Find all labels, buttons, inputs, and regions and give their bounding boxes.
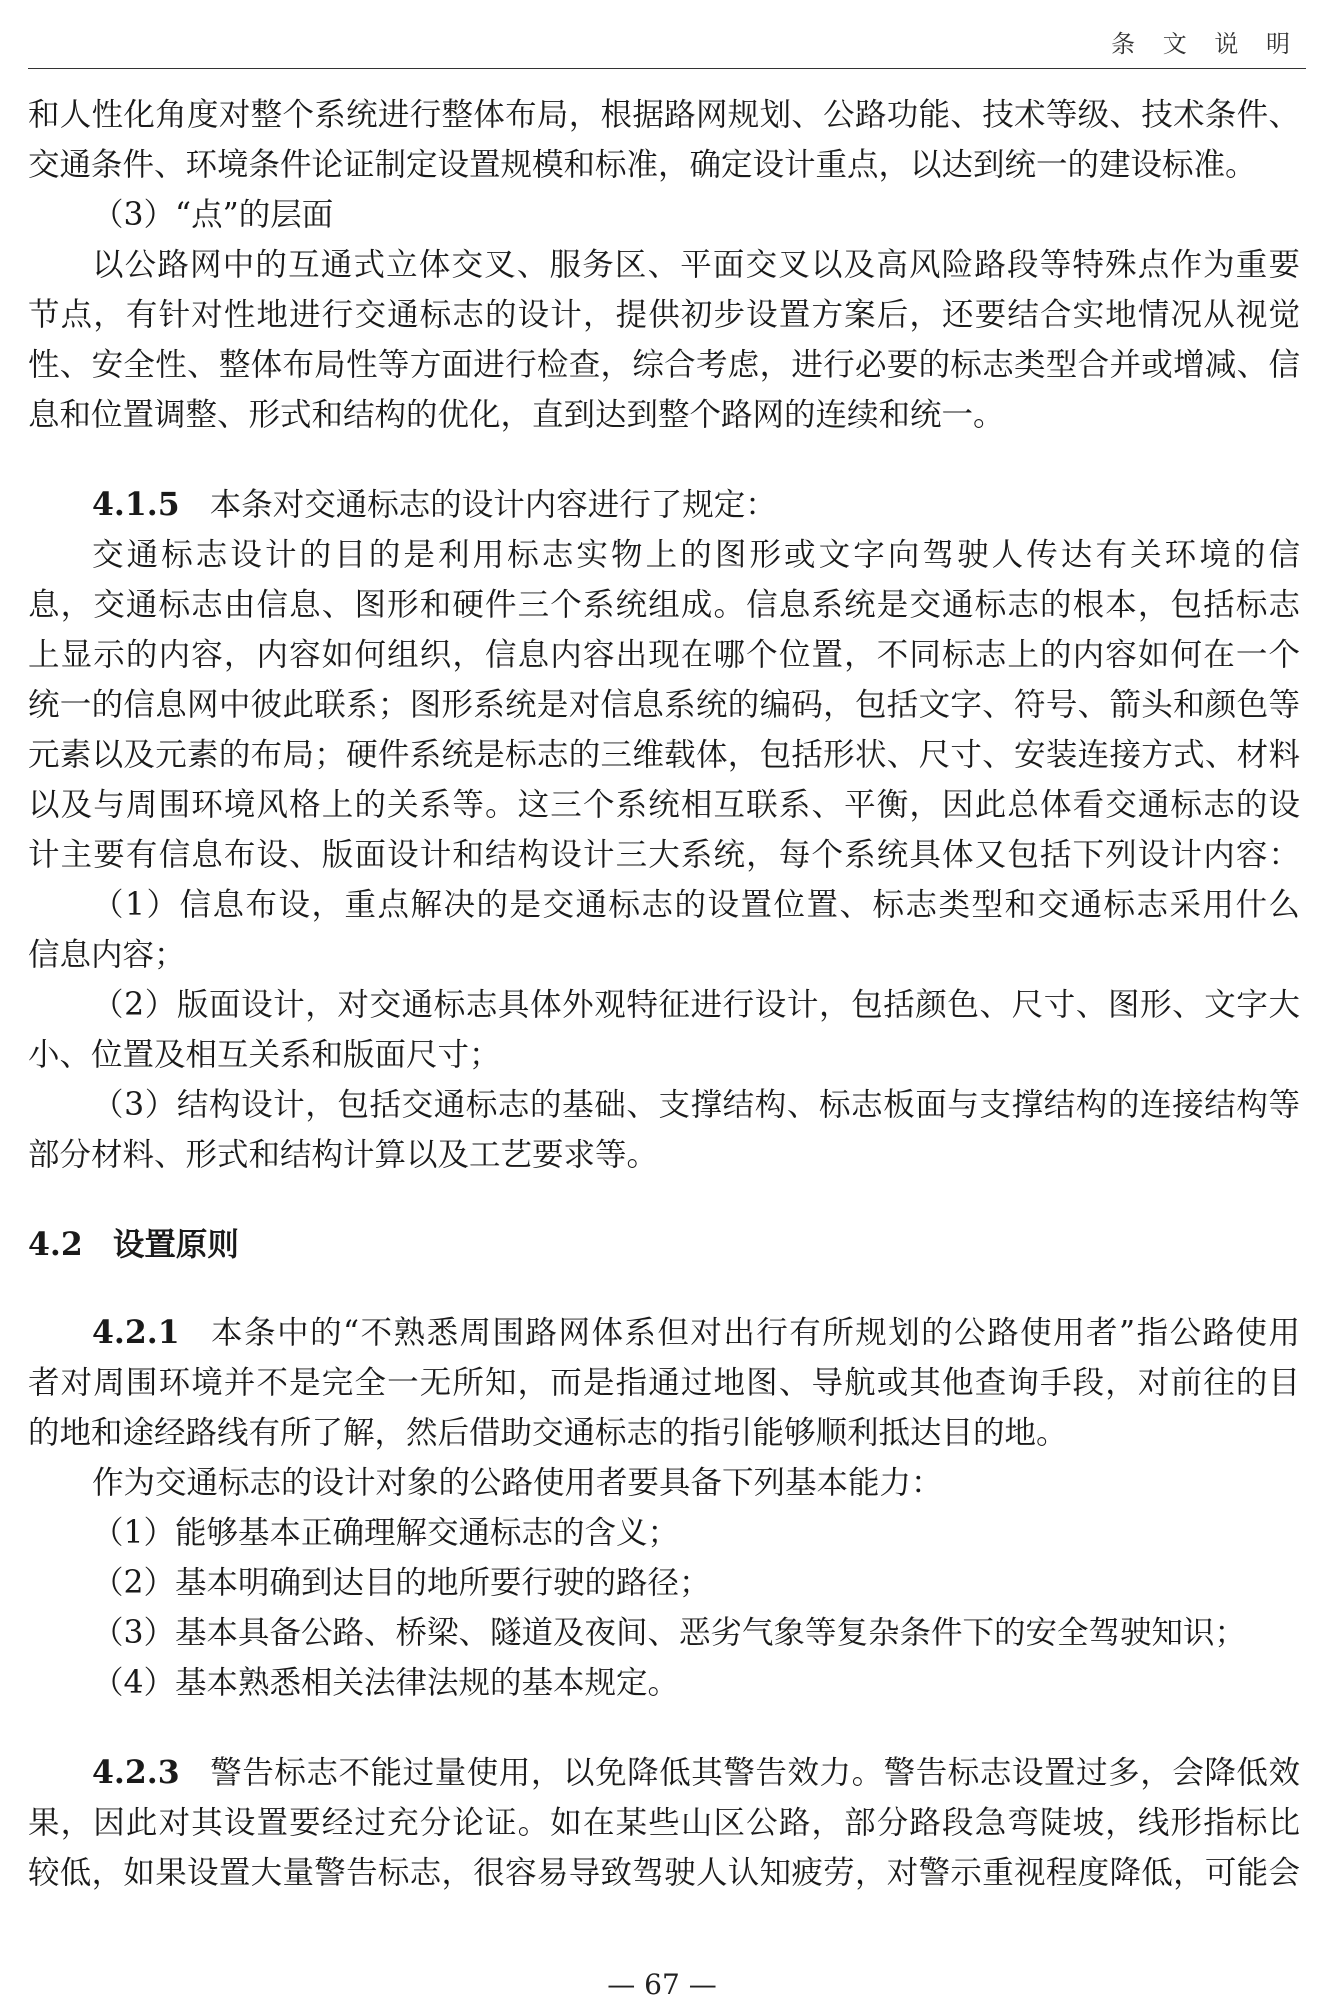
subheading-point-level: （3）“点”的层面	[92, 197, 334, 233]
clause-4-2-1-first-line	[28, 1308, 1300, 1358]
body-line: 节点，有针对性地进行交通标志的设计，提供初步设置方案后，还要结合实地情况从视觉	[28, 297, 1300, 333]
clause-number: 4.1.5	[92, 486, 180, 523]
clause-4-1-5-heading	[28, 480, 1300, 530]
list-item: （1）能够基本正确理解交通标志的含义；	[92, 1515, 680, 1551]
body-line: 上显示的内容，内容如何组织，信息内容出现在哪个位置，不同标志上的内容如何在一个	[28, 637, 1300, 673]
list-item: （4）基本熟悉相关法律法规的基本规定。	[92, 1665, 680, 1701]
body-line: 统一的信息网中彼此联系；图形系统是对信息系统的编码，包括文字、符号、箭头和颜色等	[28, 687, 1300, 723]
header-rule	[28, 68, 1306, 69]
body-line: 交通条件、环境条件论证制定设置规模和标准，确定设计重点，以达到统一的建设标准。	[28, 147, 1257, 183]
body-line: 性、安全性、整体布局性等方面进行检查，综合考虑，进行必要的标志类型合并或增减、信	[28, 347, 1300, 383]
list-item: （3）结构设计，包括交通标志的基础、支撑结构、标志板面与支撑结构的连接结构等	[92, 1087, 1300, 1123]
running-header: 条 文 说 明	[1111, 30, 1300, 58]
list-item-continuation: 部分材料、形式和结构计算以及工艺要求等。	[28, 1137, 659, 1173]
body-line: 交通标志设计的目的是利用标志实物上的图形或文字向驾驶人传达有关环境的信	[92, 537, 1300, 573]
section-title: 设置原则	[112, 1226, 239, 1263]
body-line: 的地和途经路线有所了解，然后借助交通标志的指引能够顺利抵达目的地。	[28, 1415, 1068, 1451]
body-line: 作为交通标志的设计对象的公路使用者要具备下列基本能力：	[92, 1465, 943, 1501]
clause-number: 4.2.1	[92, 1314, 180, 1351]
clause-text: 警告标志不能过量使用，以免降低其警告效力。警告标志设置过多，会降低效	[209, 1755, 1300, 1791]
body-line: 以及与周围环境风格上的关系等。这三个系统相互联系、平衡，因此总体看交通标志的设	[28, 787, 1300, 823]
body-line: 息，交通标志由信息、图形和硬件三个系统组成。信息系统是交通标志的根本，包括标志	[28, 587, 1300, 623]
body-line: 以公路网中的互通式立体交叉、服务区、平面交叉以及高风险路段等特殊点作为重要	[92, 247, 1300, 283]
body-line: 息和位置调整、形式和结构的优化，直到达到整个路网的连续和统一。	[28, 397, 1005, 433]
list-item: （2）基本明确到达目的地所要行驶的路径；	[92, 1565, 711, 1601]
list-item-continuation: 信息内容；	[28, 937, 186, 973]
section-number: 4.2	[28, 1226, 83, 1263]
body-line: 计主要有信息布设、版面设计和结构设计三大系统，每个系统具体又包括下列设计内容：	[28, 837, 1300, 873]
body-line: 果，因此对其设置要经过充分论证。如在某些山区公路，部分路段急弯陡坡，线形指标比	[28, 1805, 1300, 1841]
clause-text: 本条中的“不熟悉周围路网体系但对出行有所规划的公路使用者”指公路使用	[209, 1315, 1300, 1351]
clause-title: 本条对交通标志的设计内容进行了规定：	[209, 487, 777, 523]
list-item: （2）版面设计，对交通标志具体外观特征进行设计，包括颜色、尺寸、图形、文字大	[92, 987, 1300, 1023]
list-item: （3）基本具备公路、桥梁、隧道及夜间、恶劣气象等复杂条件下的安全驾驶知识；	[92, 1615, 1247, 1651]
section-4-2-heading	[28, 1220, 1300, 1270]
clause-number: 4.2.3	[92, 1754, 180, 1791]
body-line: 较低，如果设置大量警告标志，很容易导致驾驶人认知疲劳，对警示重视程度降低，可能会	[28, 1855, 1300, 1891]
page-number: — 67 —	[607, 1968, 717, 2001]
list-item-continuation: 小、位置及相互关系和版面尺寸；	[28, 1037, 501, 1073]
list-item: （1）信息布设，重点解决的是交通标志的设置位置、标志类型和交通标志采用什么	[92, 887, 1300, 923]
body-line: 者对周围环境并不是完全一无所知，而是指通过地图、导航或其他查询手段，对前往的目	[28, 1365, 1300, 1401]
body-line: 元素以及元素的布局；硬件系统是标志的三维载体，包括形状、尺寸、安装连接方式、材料	[28, 737, 1300, 773]
clause-4-2-3-first-line	[28, 1748, 1300, 1798]
body-line: 和人性化角度对整个系统进行整体布局，根据路网规划、公路功能、技术等级、技术条件、	[28, 97, 1300, 133]
page-body	[28, 90, 1300, 1898]
